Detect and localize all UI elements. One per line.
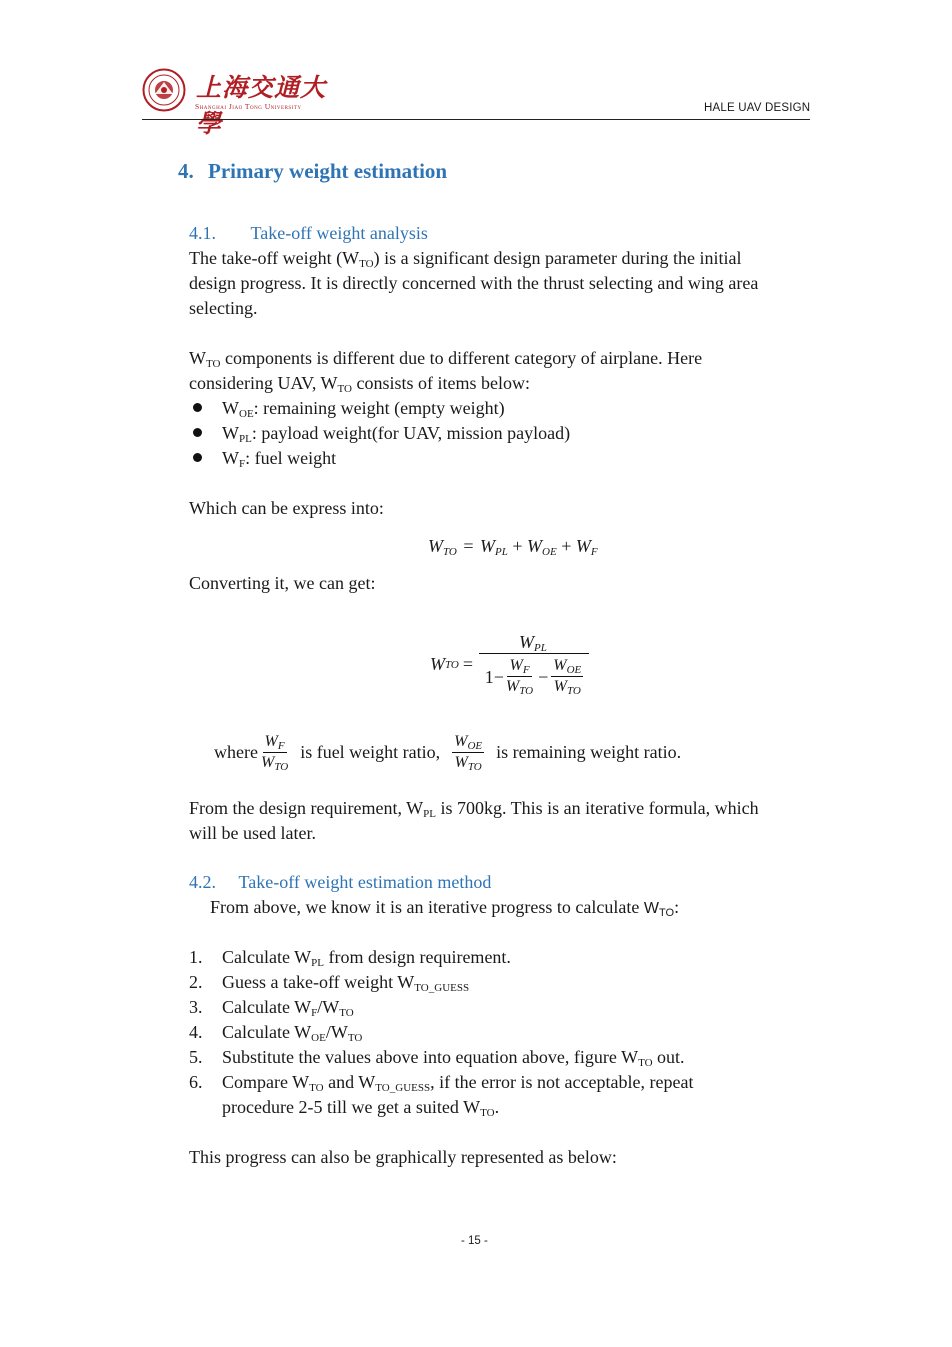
- equation-takeoff-sum: $W_{TO} = W_{PL} + W_{OE} + W_F$: [428, 536, 598, 558]
- closing-text: This progress can also be graphically represented as below:: [189, 1147, 617, 1167]
- section-title: Primary weight estimation: [208, 159, 448, 183]
- list-item: 3. Calculate $W_F/W_{TO}$: [189, 997, 354, 1019]
- subsection-heading-4-2: [189, 871, 491, 893]
- university-name-en: Shanghai Jiao Tong University: [195, 102, 302, 111]
- paragraph-line: will be used later.: [189, 823, 316, 843]
- paragraph-line: The take-off weight $(W_{TO})$ is a significant design parameter during the initial: [189, 248, 742, 270]
- subsection-title: Take-off weight analysis: [250, 223, 428, 243]
- paragraph-line: $W_{TO}$ components is different due to different category of airplane. Here: [189, 348, 703, 370]
- paragraph-line: From the design requirement, $W_{PL}$ is 700kg. This is an iterative formula, which: [189, 798, 759, 820]
- where-line: where $\frac{W_F}{W_{TO}}$ is fuel weight ratio, $\frac{W_{OE}}{W_{TO}}$ is remaining weight ratio.: [214, 733, 682, 773]
- list-item: 4. Calculate $W_{OE}/W_{TO}$: [189, 1022, 363, 1044]
- university-name-cn: 上海交通大學: [196, 73, 327, 138]
- bullet-icon: [193, 403, 202, 412]
- list-item: 5. Substitute the values above into equation above, figure $W_{TO}$ out.: [189, 1047, 685, 1069]
- subsection-title: Take-off weight estimation method: [238, 872, 492, 892]
- subsection-heading-4-1: [189, 222, 428, 244]
- paragraph-line: considering UAV, $W_{TO}$ consists of items below:: [189, 373, 530, 395]
- converting-text: Converting it, we can get:: [189, 573, 376, 593]
- subsection-number: 4.1.: [189, 223, 216, 243]
- paragraph-line: selecting.: [189, 298, 258, 318]
- paragraph-line: design progress. It is directly concerned with the thrust selecting and wing area: [189, 273, 759, 293]
- header-rule: [142, 119, 810, 120]
- section-heading: [178, 160, 447, 182]
- bullet-icon: [193, 453, 202, 462]
- page-number: - 15 -: [461, 1235, 488, 1247]
- bullet-icon: [193, 428, 202, 437]
- express-text: Which can be express into:: [189, 498, 384, 518]
- list-item: 2. Guess a take-off weight $W_{TO\_GUESS}$: [189, 972, 470, 994]
- method-intro: From above, we know it is an iterative progress to calculate $W_{TO}$:: [210, 897, 680, 919]
- university-seal-icon: [142, 68, 186, 112]
- header-logo: [142, 68, 332, 138]
- subsection-number: 4.2.: [189, 872, 216, 892]
- list-item: 6. Compare $W_{TO}$ and $W_{TO\_GUESS}$, if the error is not acceptable, repeat: [189, 1072, 694, 1094]
- list-item: 1. Calculate $W_{PL}$ from design requirement.: [189, 947, 511, 969]
- section-number: 4.: [178, 159, 194, 183]
- list-item-continuation: procedure 2-5 till we get a suited $W_{TO}$.: [222, 1097, 500, 1119]
- equation-takeoff-iterative: W TO = $W_{PL}$ 1 − $\frac{W_F}{W_{TO}}$ − $\frac{W_{OE}}{W_{TO}}$: [430, 632, 589, 697]
- document-title: HALE UAV DESIGN: [704, 102, 811, 114]
